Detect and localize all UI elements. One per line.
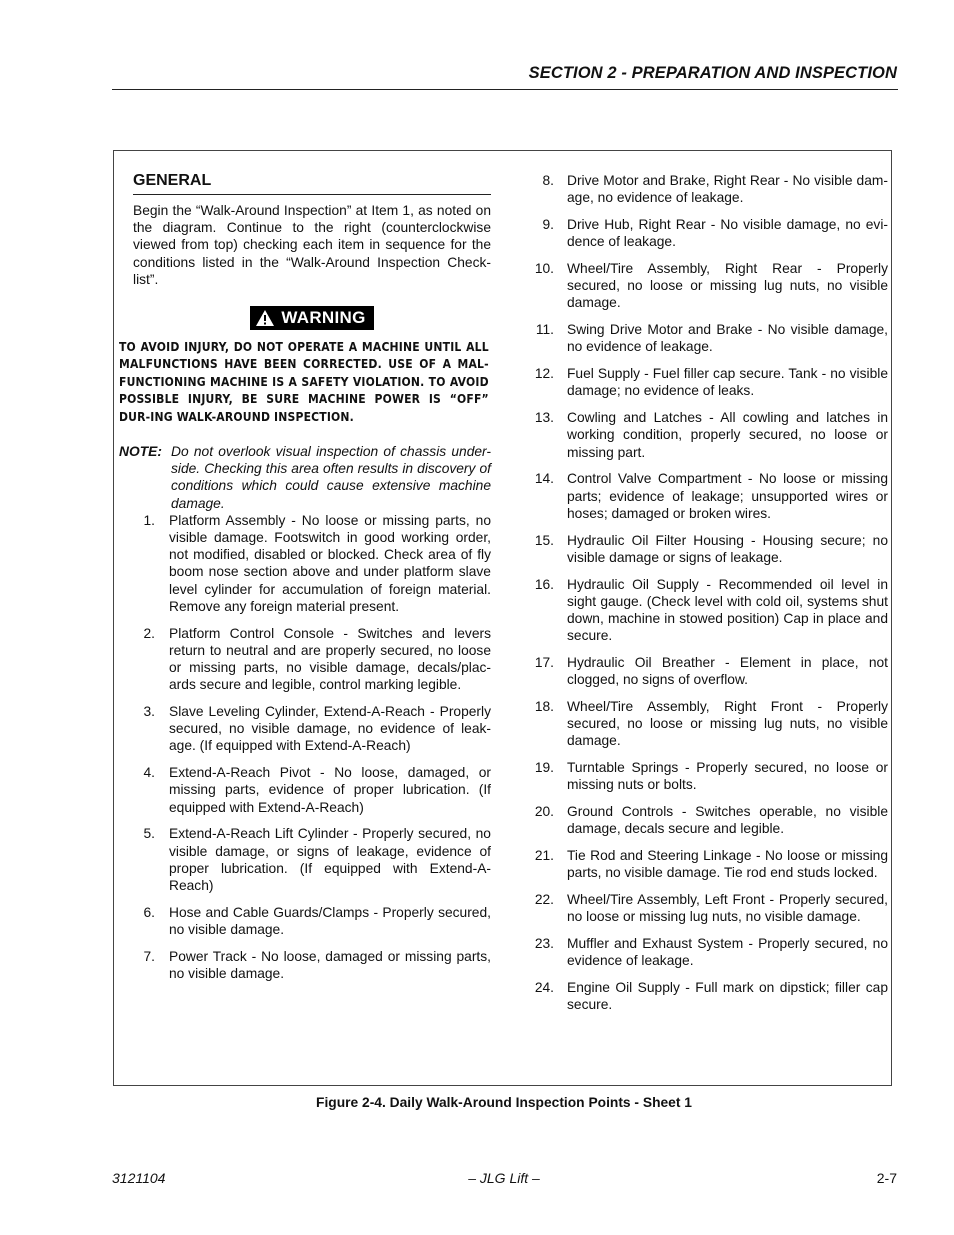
left-column (119, 172, 491, 992)
list-item (530, 803, 888, 837)
list-item (530, 532, 888, 566)
footer-brand: – JLG Lift – (468, 1170, 540, 1186)
item-text: Hydraulic Oil Supply - Recommended oil level in sight gauge. (Check level with cold oil, systems shut down, machine in stowed position) Cap in place and secure. (567, 576, 888, 644)
list-item (530, 847, 888, 881)
item-number: 15. (534, 532, 554, 548)
list-item (530, 698, 888, 750)
item-number: 6. (143, 904, 155, 920)
item-number: 12. (534, 366, 554, 382)
warning-text: TO AVOID INJURY, DO NOT OPERATE A MACHINE UNTIL ALL MALFUNCTIONS HAVE BEEN CORRECTED. USE OF A MAL-FUNCTIONING MACHINE IS A SAFETY VIOLATION. TO AVOID POSSIBLE INJURY, BE SURE MACHINE POWER IS “OFF” DUR-ING WALK-AROUND INSPECTION. (119, 339, 489, 424)
item-text: Muffler and Exhaust System - Properly secured, no evidence of leakage. (567, 936, 888, 969)
item-text: Platform Assembly - No loose or missing parts, no visible damage. Footswitch in good working order, not modified, disabled or blocked. Check area of fly boom nose section above and under platform slave level cylinder for accumulation of foreign material. Remove any foreign material present. (169, 512, 491, 614)
item-text: Swing Drive Motor and Brake - No visible damage, no evidence of leakage. (567, 322, 888, 355)
warning-banner (133, 306, 491, 332)
item-text: Platform Control Console - Switches and levers return to neutral and are properly secured, no loose or missing parts, no visible damage, decals/plac-ards secure and legible, control marking legible. (169, 625, 491, 693)
item-text: Extend-A-Reach Pivot - No loose, damaged, or missing parts, evidence of proper lubrication. (If equipped with Extend-A-Reach) (169, 765, 491, 815)
item-number: 9. (542, 217, 554, 232)
item-number: 8. (542, 173, 554, 188)
list-item (530, 365, 888, 399)
list-item (133, 904, 491, 938)
item-number: 18. (534, 699, 554, 715)
note-text: Do not overlook visual inspection of chassis under-side. Checking this area often results in discovery of conditions which could cause extensive machine damage. (171, 444, 491, 511)
item-text: Wheel/Tire Assembly, Right Rear - Properly secured, no loose or missing lug nuts, no visible damage. (567, 261, 888, 311)
item-number: 17. (534, 655, 554, 671)
section-title: SECTION 2 - PREPARATION AND INSPECTION (528, 64, 897, 82)
item-text: Ground Controls - Switches operable, no visible damage, decals secure and legible. (567, 804, 888, 837)
note-block (119, 443, 491, 512)
item-number: 19. (534, 760, 554, 776)
item-text: Engine Oil Supply - Full mark on dipstick; filler cap secure. (567, 980, 888, 1013)
list-item (530, 470, 888, 522)
item-text: Tie Rod and Steering Linkage - No loose or missing parts, no visible damage. Tie rod end studs locked. (567, 848, 888, 881)
item-text: Wheel/Tire Assembly, Left Front - Properly secured, no loose or missing lug nuts, no visible damage. (567, 892, 888, 925)
right-column (530, 172, 888, 1023)
figure-caption: Figure 2-4. Daily Walk-Around Inspection Points - Sheet 1 (316, 1095, 692, 1110)
item-text: Wheel/Tire Assembly, Right Front - Properly secured, no loose or missing lug nuts, no visible damage. (567, 699, 888, 749)
list-item (133, 948, 491, 982)
item-text: Drive Hub, Right Rear - No visible damage, no evi-dence of leakage. (567, 217, 888, 250)
list-item (530, 260, 888, 312)
warning-label: WARNING (281, 308, 366, 328)
item-number: 24. (534, 980, 554, 996)
item-text: Hydraulic Oil Breather - Element in place, not clogged, no signs of overflow. (567, 655, 888, 688)
item-text: Turntable Springs - Properly secured, no loose or missing nuts or bolts. (567, 760, 888, 793)
item-number: 3. (143, 704, 155, 720)
item-text: Cowling and Latches - All cowling and latches in working condition, properly secured, no loose or missing part. (567, 410, 888, 460)
item-number: 22. (534, 892, 554, 908)
list-item (133, 512, 491, 615)
inspection-list-right (530, 172, 888, 1014)
item-number: 14. (534, 471, 554, 487)
list-item (530, 172, 888, 206)
item-text: Power Track - No loose, damaged or missing parts, no visible damage. (169, 948, 491, 982)
item-number: 2. (143, 625, 155, 641)
item-text: Fuel Supply - Fuel filler cap secure. Tank - no visible damage; no evidence of leaks. (567, 366, 888, 399)
inspection-list-left (133, 512, 491, 982)
list-item (133, 825, 491, 894)
item-number: 13. (534, 410, 554, 426)
item-number: 11. (535, 322, 554, 338)
general-heading: GENERAL (133, 172, 491, 195)
item-number: 10. (534, 261, 554, 276)
note-label: NOTE: (119, 444, 162, 460)
item-number: 1. (143, 512, 155, 528)
item-text: Control Valve Compartment - No loose or missing parts; evidence of leakage; unsupported wires or hoses; damaged or broken wires. (567, 471, 888, 521)
warning-badge (250, 306, 373, 330)
list-item (530, 654, 888, 688)
list-item (133, 625, 491, 694)
item-text: Slave Leveling Cylinder, Extend-A-Reach - Properly secured, no visible damage, no evidence of leak-age. (If equipped with Extend-A-Reach) (169, 704, 491, 754)
list-item (133, 703, 491, 755)
document-number: 3121104 (112, 1170, 166, 1186)
warning-triangle-icon (255, 309, 275, 327)
item-number: 20. (534, 804, 554, 820)
item-number: 7. (143, 948, 155, 964)
item-number: 5. (143, 826, 155, 842)
item-number: 4. (143, 765, 155, 781)
page-number: 2-7 (876, 1170, 897, 1186)
general-text: Begin the “Walk-Around Inspection” at Item 1, as noted on the diagram. Continue to the right (counterclockwise viewed from top) checking each item in sequence for the conditions listed in the “Walk-Around Inspection Check-list”. (133, 203, 491, 287)
list-item (530, 216, 888, 250)
item-text: Hose and Cable Guards/Clamps - Properly secured, no visible damage. (169, 904, 491, 938)
item-number: 23. (534, 936, 554, 952)
list-item (530, 759, 888, 793)
item-text: Hydraulic Oil Filter Housing - Housing secure; no visible damage or signs of leakage. (567, 532, 888, 565)
list-item (530, 979, 888, 1013)
item-number: 21. (534, 848, 554, 864)
header-divider (112, 89, 898, 90)
item-text: Drive Motor and Brake, Right Rear - No visible dam-age, no evidence of leakage. (567, 173, 888, 206)
item-number: 16. (534, 576, 554, 592)
list-item (530, 576, 888, 645)
list-item (530, 409, 888, 461)
list-item (133, 764, 491, 816)
list-item (530, 891, 888, 925)
list-item (530, 321, 888, 355)
list-item (530, 935, 888, 969)
item-text: Extend-A-Reach Lift Cylinder - Properly secured, no visible damage, or signs of leakage, evidence of proper lubrication. (If equipped with Extend-A-Reach) (169, 826, 491, 894)
